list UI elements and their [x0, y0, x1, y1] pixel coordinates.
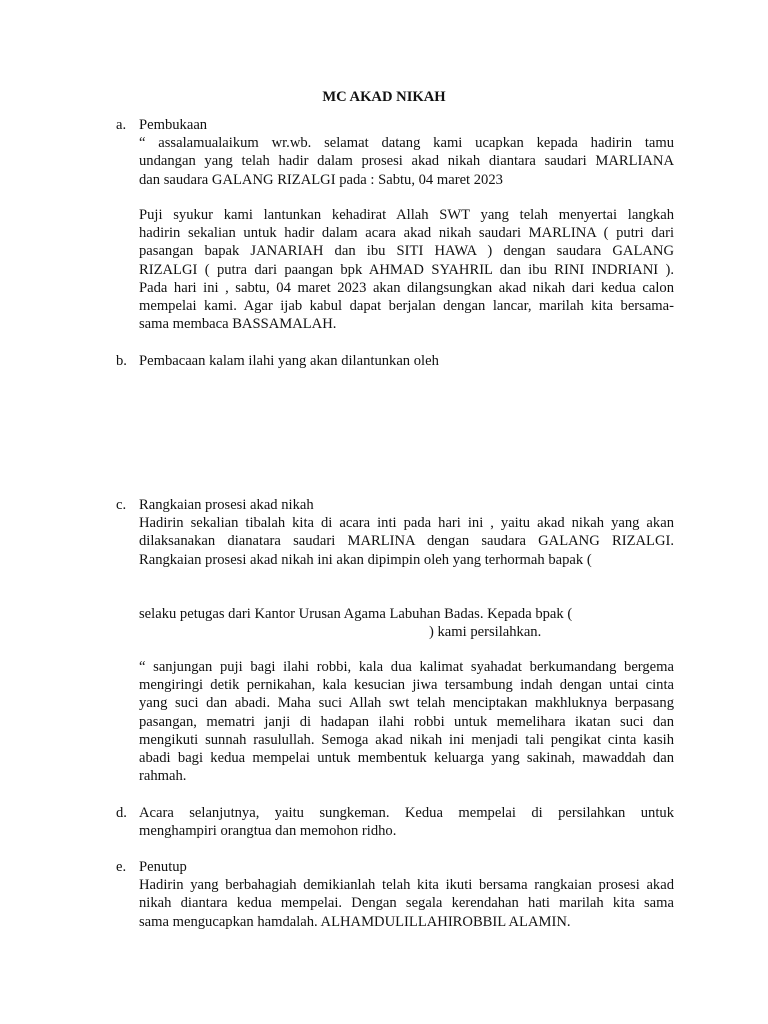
section-a-para1-line: dan saudara GALANG RIZALGI pada : Sabtu, 04 maret 2023 — [139, 171, 503, 188]
section-c-para3-line: mengiringi detik pernikahan, kala kesucian jiwa tersambung indah dengan untai cinta — [139, 677, 674, 694]
section-a-heading: Pembukaan — [139, 117, 208, 133]
section-b — [139, 352, 674, 370]
section-a-para2-line: RIZALGI ( putra dari paangan bpk AHMAD SYAHRIL dan ibu RINI INDRIANI ). — [139, 261, 674, 278]
section-b-marker: b. — [116, 353, 127, 369]
section-c-para2-line: ) kami persilahkan. — [429, 624, 542, 640]
section-a-marker: a. — [116, 117, 127, 133]
section-a-para2-line: sama membaca BASSAMALAH. — [139, 316, 337, 333]
section-c-heading: Rangkaian prosesi akad nikah — [139, 497, 314, 513]
section-d — [139, 804, 674, 840]
document-title: MC AKAD NIKAH — [322, 89, 446, 105]
section-c-para3-line: rahmah. — [139, 768, 187, 785]
section-c-para3-line: mengikuti sunnah rasulullah. Semoga akad nikah ini menjadi tali pengikat cinta kasih — [139, 731, 674, 748]
section-d-marker: d. — [116, 805, 127, 821]
section-e-heading: Penutup — [139, 859, 187, 875]
section-e-para1-line: Hadirin yang berbahagiah demikianlah telah kita ikuti bersama rangkaian prosesi akad — [139, 877, 674, 894]
section-a-para2-line: pasangan bapak JANARIAH dan ibu SITI HAWA ) dengan saudara GALANG — [139, 243, 674, 260]
section-c-para3-line: abadi bagi kedua mempelai untuk membentuk keluarga yang sakinah, mawaddah dan — [139, 749, 674, 766]
section-c-para1-line: Rangkaian prosesi akad nikah ini akan dipimpin oleh yang terhormah bapak ( — [139, 551, 592, 568]
section-a-para2 — [139, 206, 674, 333]
section-c-para2-line: selaku petugas dari Kantor Urusan Agama Labuhan Badas. Kepada bpak ( — [139, 606, 573, 622]
section-a-para2-line: Puji syukur kami lantunkan kehadirat Allah SWT yang telah menyertai langkah — [139, 207, 674, 223]
section-c-para1-line: Hadirin sekalian tibalah kita di acara inti pada hari ini , yaitu akad nikah yang akan — [139, 515, 674, 532]
section-a-para2-line: hadirin sekalian untuk hadir dalam acara akad nikah saudari MARLINA ( putri dari — [139, 225, 674, 242]
section-a-para1-line: undangan yang telah hadir dalam prosesi akad nikah diantara saudari MARLIANA — [139, 153, 674, 170]
section-c-para3 — [139, 658, 674, 785]
section-e-para1-line: nikah diantara kedua mempelai. Dengan segala kerendahan hati marilah kita sama — [139, 895, 674, 912]
section-d-line: Acara selanjutnya, yaitu sungkeman. Kedua mempelai di persilahkan untuk — [139, 805, 674, 821]
section-c — [139, 496, 674, 569]
section-c-para1-line: dilaksanakan dianatara saudari MARLINA dengan saudara GALANG RIZALGI. — [139, 533, 674, 550]
section-c-marker: c. — [116, 497, 127, 513]
section-b-heading: Pembacaan kalam ilahi yang akan dilantunkan oleh — [139, 353, 439, 369]
section-a-para2-line: mempelai kami. Agar ijab kabul dapat berjalan dengan lancar, marilah kita bersama- — [139, 297, 674, 314]
section-a-para1-line: “ assalamualaikum wr.wb. selamat datang kami ucapkan kepada hadirin tamu — [139, 135, 674, 152]
section-e — [139, 858, 674, 931]
section-a-para2-line: Pada hari ini , sabtu, 04 maret 2023 akan dilangsungkan akad nikah dari kedua calon — [139, 279, 674, 296]
section-c-para3-line: pasangan, mematri janji di hadapan ilahi robbi untuk memelihara ikatan suci dan — [139, 713, 674, 730]
section-d-line: menghampiri orangtua dan memohon ridho. — [139, 823, 397, 840]
section-e-para1-line: sama mengucapkan hamdalah. ALHAMDULILLAHIROBBIL ALAMIN. — [139, 913, 571, 930]
section-c-para3-line: “ sanjungan puji bagi ilahi robbi, kala dua kalimat syahadat berkumandang bergema — [139, 659, 674, 675]
section-a — [139, 116, 674, 189]
section-c-para3-line: yang suci dan abadi. Maha suci Allah swt telah menciptakan makhluknya berpasang — [139, 695, 674, 712]
section-e-marker: e. — [116, 859, 127, 875]
